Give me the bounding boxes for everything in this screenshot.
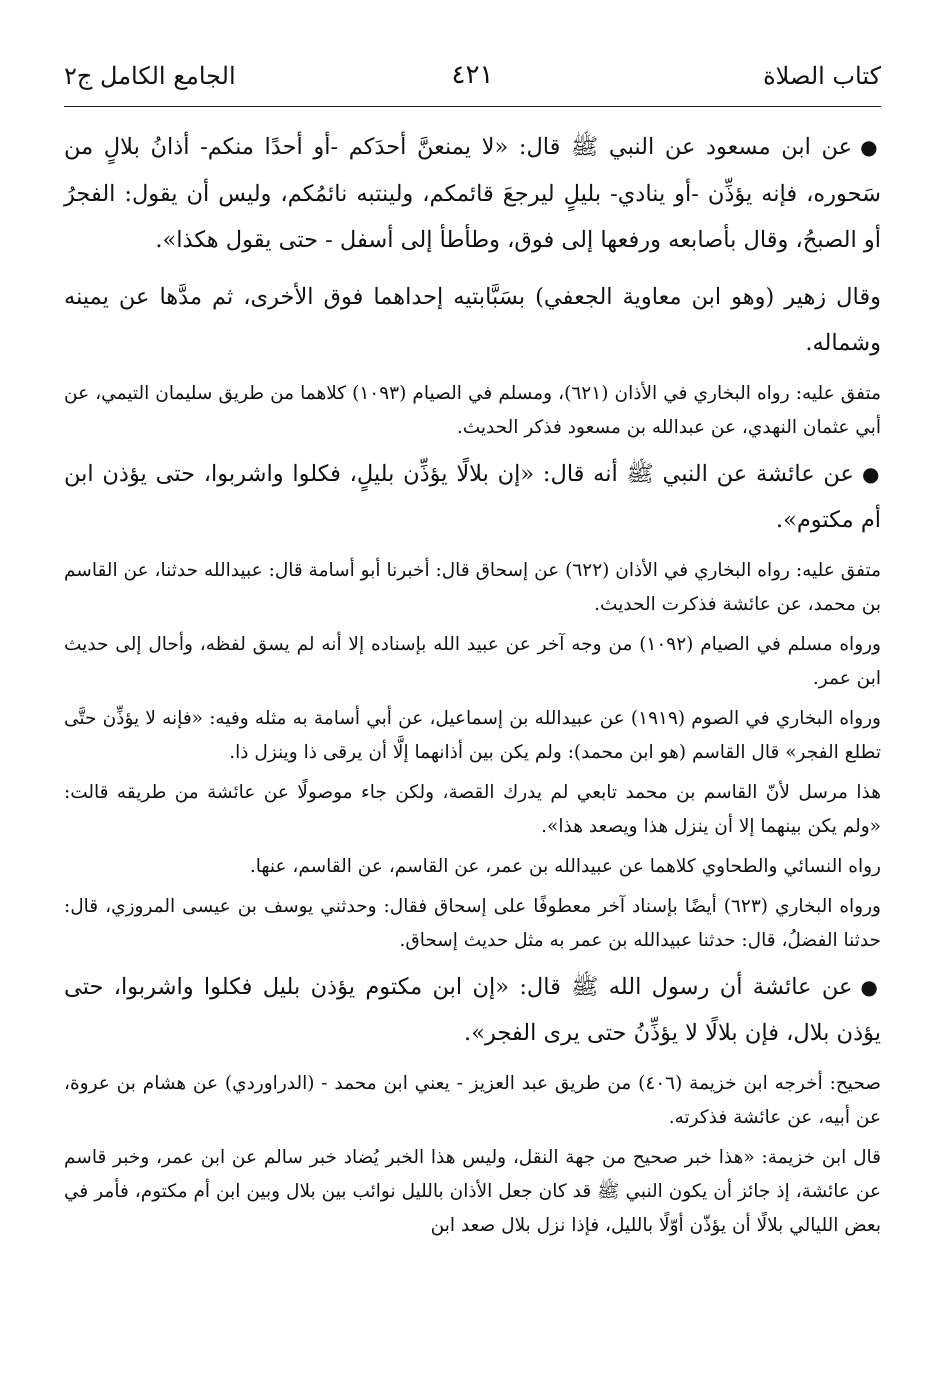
book-title: كتاب الصلاة (763, 62, 881, 90)
hadith-3-takhrij-2: قال ابن خزيمة: «هذا خبر صحيح من جهة النقل، وليس هذا الخبر يُضاد خبر سالم عن ابن عمر، وخبر قاسم عن عائشة، إذ جائز أن يكون النبي ﷺ قد كان جعل الأذان بالليل نوائب بين بلال وبين ابن أم مكتوم، فأمر في بعض الليالي بلالًا أن يؤذّن أوّلًا بالليل، فإذا نزل بلال صعد ابن (64, 1146, 881, 1236)
bullet-icon: ● (860, 974, 882, 999)
hadith-1 (64, 124, 881, 264)
hadith-2-takhrij-4: هذا مرسل لأنّ القاسم بن محمد تابعي لم يدرك القصة، ولكن جاء موصولًا عن عائشة من طريقه قالت: «ولم يكن بينهما إلا أن ينزل هذا ويصعد هذا». (64, 781, 881, 837)
hadith-3 (64, 964, 881, 1057)
hadith-2-takhrij-3: ورواه البخاري في الصوم (١٩١٩) عن عبيدالله بن إسماعيل، عن أبي أسامة به مثله وفيه: «فإنه لا يؤذِّن حتَّى تطلع الفجر» قال القاسم (هو ابن محمد): ولم يكن بين أذانهما إلَّا أن يرقى ذا وينزل ذا. (64, 707, 881, 763)
hadith-2 (64, 451, 881, 544)
page-number: ٤٢١ (451, 60, 494, 90)
series-title: الجامع الكامل ج٢ (64, 62, 236, 90)
hadith-2-takhrij-2: ورواه مسلم في الصيام (١٠٩٢) من وجه آخر عن عبيد الله بإسناده إلا أنه لم يسق لفظه، وأحال إلى حديث ابن عمر. (64, 633, 881, 689)
hadith-2-takhrij-6: ورواه البخاري (٦٢٣) أيضًا بإسناد آخر معطوفًا على إسحاق فقال: وحدثني يوسف بن عيسى المروزي، قال: حدثنا الفضلُ، قال: حدثنا عبيدالله بن عمر به مثل حديث إسحاق. (64, 895, 881, 951)
hadith-2-text: عن عائشة عن النبي ﷺ أنه قال: «إن بلالًا يؤذِّن بليلٍ، فكلوا واشربوا، حتى يؤذن ابن أم مكتوم». (64, 460, 881, 533)
bullet-icon: ● (861, 461, 882, 486)
hadith-2-takhrij-5: رواه النسائي والطحاوي كلاهما عن عبيدالله بن عمر، عن القاسم، عن القاسم، عنها. (249, 855, 881, 877)
hadith-3-takhrij-1: صحيح: أخرجه ابن خزيمة (٤٠٦) من طريق عبد العزيز - يعني ابن محمد - (الدراوردي) عن هشام بن عروة، عن أبيه، عن عائشة فذكرته. (64, 1072, 881, 1128)
page-header (64, 52, 881, 100)
bullet-icon: ● (860, 135, 882, 159)
hadith-2-takhrij-1: متفق عليه: رواه البخاري في الأذان (٦٢٢) عن إسحاق قال: أخبرنا أبو أسامة قال: عبيدالله حدثنا، عن القاسم بن محمد، عن عائشة فذكرت الحديث. (64, 559, 881, 615)
hadith-3-text: عن عائشة أن رسول الله ﷺ قال: «إن ابن مكتوم يؤذن بليل فكلوا واشربوا، حتى يؤذن بلال، فإن بلالًا لا يؤذِّنُ حتى يرى الفجر». (64, 973, 881, 1046)
hadith-1-note: وقال زهير (وهو ابن معاوية الجعفي) بسَبَّابتيه إحداهما فوق الأخرى، ثم مدَّها عن يمينه وشماله. (64, 283, 881, 356)
header-rule (64, 106, 881, 107)
hadith-1-takhrij: متفق عليه: رواه البخاري في الأذان (٦٢١)، ومسلم في الصيام (١٠٩٣) كلاهما من طريق سليمان التيمي، عن أبي عثمان النهدي، عن عبدالله بن مسعود فذكر الحديث. (64, 382, 881, 438)
page-body (64, 124, 881, 1249)
hadith-1-text: عن ابن مسعود عن النبي ﷺ قال: «لا يمنعنَّ أحدَكم -أو أحدًا منكم- أذانُ بلالٍ من سَحوره، فإنه يؤذِّن -أو ينادي- بليلٍ ليرجعَ قائمكم، ولينتبه نائمُكم، وليس أن يقول: الفجرُ أو الصبحُ، وقال بأصابعه ورفعها إلى فوق، وطأطأ إلى أسفل - حتى يقول هكذا». (64, 134, 881, 253)
